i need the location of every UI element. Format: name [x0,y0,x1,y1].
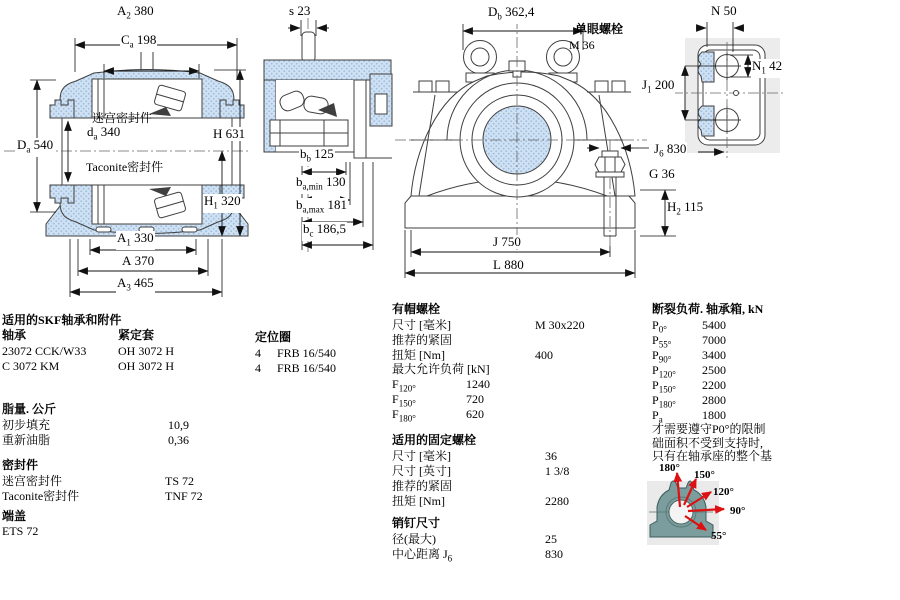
attachment-bolts-torque-label: 扭矩 [Nm] [392,494,445,508]
breaking-load-p150-value: 2200 [702,378,726,392]
grease-row-1-value: 0,36 [168,433,189,447]
dim-Ca: $C_a$ 198 [121,32,157,50]
cap-bolts-torque-label: 扭矩 [Nm] [392,348,445,362]
eyebolt-size: M 36 [569,38,595,52]
breaking-load-p180-value: 2800 [702,393,726,407]
cap-bolts-load-150-value: 720 [466,392,484,406]
dim-bc: $b_c$ 186,5 [303,221,346,239]
seals-title: 密封件 [2,458,39,472]
dim-A: A 370 [122,253,155,268]
attachment-bolts-torque-value: 2280 [545,494,569,508]
bearing-row-1-sleeve: OH 3072 H [118,359,174,373]
angle-label-150: 150° [694,469,715,481]
breaking-loads-note-line-2: 只有在轴承座的整个基 [652,449,773,463]
cap-bolts-load-180-value: 620 [466,407,484,421]
front-view-drawing [395,0,650,300]
dim-Db: $D_b$ 362,4 [488,4,535,22]
cap-bolts-size-label: 尺寸 [毫米] [392,318,451,332]
breaking-load-p0-label: $P_{0^\circ}$ [652,318,667,335]
breaking-load-p90-value: 3400 [702,348,726,362]
load-direction-diagram [645,455,760,550]
angle-label-120: 120° [713,486,734,498]
attachment-bolts-size-mm-value: 36 [545,449,557,463]
pins-dia-label: 径(最大) [392,532,436,546]
pins-title: 销钉尺寸 [392,516,441,530]
breaking-load-p0-value: 5400 [702,318,726,332]
bearing-row-0-designation: 23072 CCK/W33 [2,344,87,358]
dim-A1: $A_1$ 330 [117,230,154,248]
attachment-bolts-title: 适用的固定螺栓 [392,433,477,447]
cap-bolts-load-120-value: 1240 [466,377,490,391]
breaking-load-p55-label: $P_{55^\circ}$ [652,333,672,350]
dim-J6: $J_6$ 830 [654,141,687,159]
cap-bolts-title: 有帽螺栓 [392,302,441,316]
dim-H2: $H_2$ 115 [667,199,704,217]
cap-bolts-rec-label: 推荐的紧固 [392,333,453,347]
dim-A2: $A_2$ 380 [117,3,154,21]
breaking-load-p55-value: 7000 [702,333,726,347]
eyebolt-title: 单眼螺栓 [575,22,624,36]
dim-ba-max: $b_{a,max}$ 181 [296,197,347,215]
bearings-col-bearing: 轴承 [2,328,27,342]
breaking-load-p120-label: $P_{120^\circ}$ [652,363,676,380]
locating-ring-row-0-qty: 4 [255,346,261,360]
cap-bolts-torque-value: 400 [535,348,553,362]
breaking-load-p150-label: $P_{150^\circ}$ [652,378,676,395]
breaking-load-p90-label: $P_{90^\circ}$ [652,348,672,365]
locating-rings-title: 定位圈 [255,330,292,344]
breaking-loads-title: 断裂负荷. 轴承箱, kN [652,302,764,316]
cap-bolts-load-150-label: $F_{150^\circ}$ [392,392,416,409]
end-cover-title: 端盖 [2,509,27,523]
locating-ring-row-1-qty: 4 [255,361,261,375]
breaking-load-pa-label: $P_a$ [652,408,663,425]
bearing-row-0-sleeve: OH 3072 H [118,344,174,358]
pins-cc-label: 中心距离 $J_6$ [392,547,453,564]
angle-label-55: 55° [711,530,727,542]
breaking-loads-note-line-1: 础面积不受到支持时, [652,436,764,450]
dim-da: $d_a$ 340 [87,124,121,142]
pins-dia-value: 25 [545,532,557,546]
pins-cc-value: 830 [545,547,563,561]
bearings-title: 适用的SKF轴承和附件 [2,313,122,327]
dim-s: s 23 [289,3,311,18]
seals-row-0-value: TS 72 [165,474,195,488]
dim-N: N 50 [711,3,737,18]
breaking-load-pa-value: 1800 [702,408,726,422]
grease-row-1-label: 重新油脂 [2,433,51,447]
bearing-row-1-designation: C 3072 KM [2,359,60,373]
dim-Da: $D_a$ 540 [17,137,54,155]
dim-N1: $N_1$ 42 [752,58,783,76]
dim-L: L 880 [493,257,524,272]
labyrinth-seal-label: 迷宫密封件 [92,111,153,125]
attachment-bolts-size-mm-label: 尺寸 [毫米] [392,449,451,463]
end-cover-value: ETS 72 [2,524,39,538]
housing-front-view [395,18,647,250]
grease-row-0-label: 初步填充 [2,418,51,432]
angle-label-90: 90° [730,505,746,517]
dim-A3: $A_3$ 465 [117,275,154,293]
dim-G: G 36 [649,166,675,181]
locating-ring-row-0-designation: FRB 16/540 [277,346,337,360]
breaking-loads-note-line-0: 才需要遵守P0°的限制 [652,422,766,436]
attachment-bolts-size-in-value: 1 3/8 [545,464,570,478]
seals-row-1-label: Taconite密封件 [2,489,80,503]
dim-H1: $H_1$ 320 [204,193,241,211]
taconite-seal-label: Taconite密封件 [86,160,164,174]
dim-ba-min: $b_{a,min}$ 130 [296,174,346,192]
cap-bolts-load-120-label: $F_{120^\circ}$ [392,377,416,394]
breaking-load-p180-label: $P_{180^\circ}$ [652,393,676,410]
grease-title: 脂量. 公斤 [2,402,57,416]
dim-J: J 750 [493,234,521,249]
locating-ring-row-1-designation: FRB 16/540 [277,361,337,375]
seals-row-0-label: 迷宫密封件 [2,474,63,488]
angle-label-180: 180° [659,462,680,474]
dim-H: H 631 [213,126,246,141]
cap-bolts-size-value: M 30x220 [535,318,585,332]
base-plan-view [672,38,786,158]
bearings-col-sleeve: 紧定套 [118,328,155,342]
cap-bolts-maxload-label: 最大允许负荷 [kN] [392,362,490,376]
grease-row-0-value: 10,9 [168,418,189,432]
attachment-bolts-rec-label: 推荐的紧固 [392,479,453,493]
breaking-load-p120-value: 2500 [702,363,726,377]
dim-bb: $b_b$ 125 [300,146,334,164]
cap-bolts-load-180-label: $F_{180^\circ}$ [392,407,416,424]
attachment-bolts-size-in-label: 尺寸 [英寸] [392,464,451,478]
dim-J1: $J_1$ 200 [642,77,675,95]
seals-row-1-value: TNF 72 [165,489,203,503]
